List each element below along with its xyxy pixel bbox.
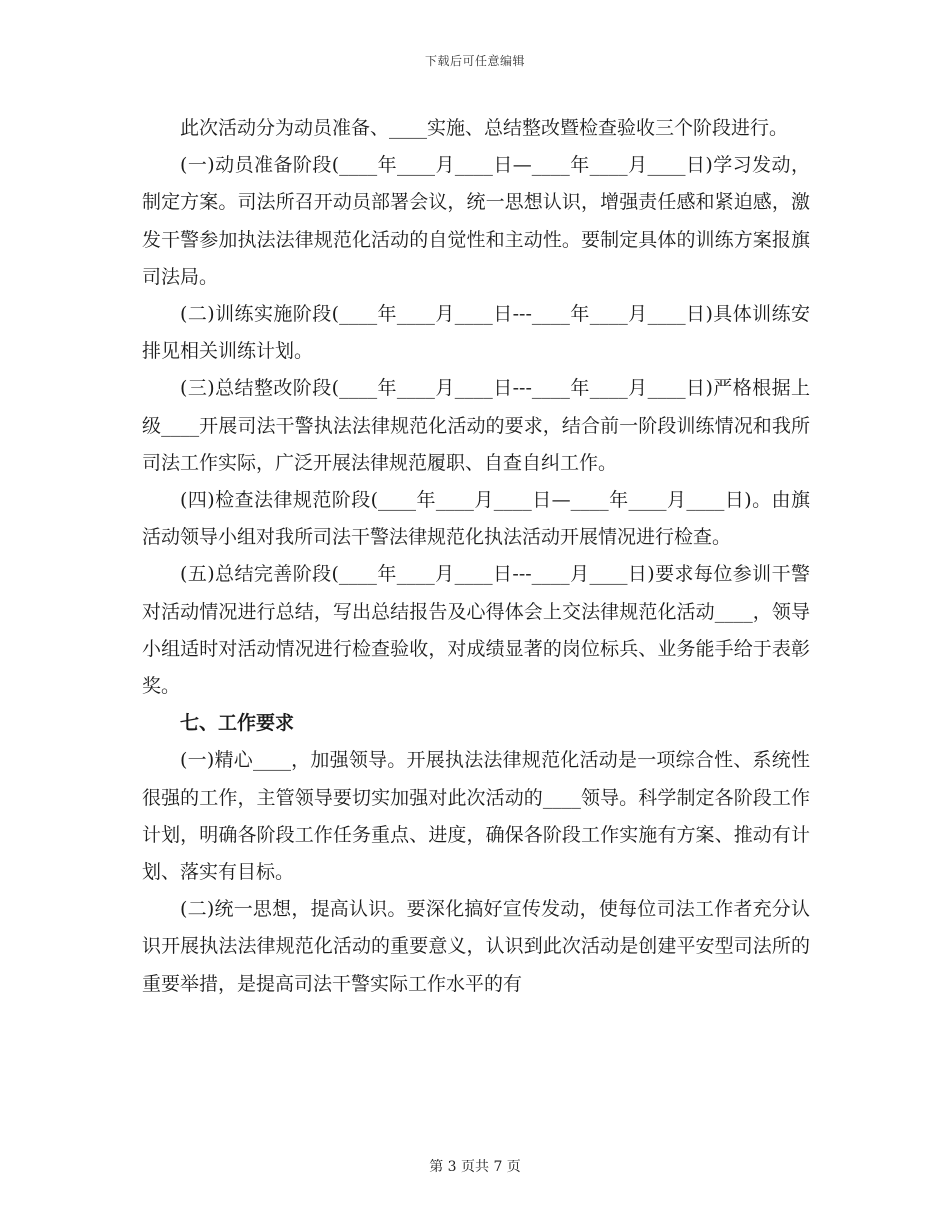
- page-header: 下载后可任意编辑: [424, 54, 525, 68]
- paragraph-phase-1: (一)动员准备阶段(____年____月____日—____年____月____日)学习发动，制定方案。司法所召开动员部署会议，统一思想认识，增强责任感和紧迫感，激发干警参加执法法律规范化活动的自觉性和主动性。要制定具体的训练方案报旗司法局。: [142, 154, 810, 288]
- document-body: [142, 110, 810, 1003]
- section-heading-work-requirements: 七、工作要求: [180, 712, 295, 735]
- paragraph-phase-5: (五)总结完善阶段(____年____月____日---____月____日)要求每位参训干警对活动情况进行总结，写出总结报告及心得体会上交法律规范化活动____，领导小组适时对活动情况进行检查验收，对成绩显著的岗位标兵、业务能手给于表彰奖。: [142, 563, 810, 698]
- paragraph-phase-4: (四)检查法律规范阶段(____年____月____日—____年____月____日)。由旗活动领导小组对我所司法干警法律规范化执法活动开展情况进行检查。: [142, 489, 810, 549]
- paragraph-phases-intro: 此次活动分为动员准备、____实施、总结整改暨检查验收三个阶段进行。: [180, 117, 789, 139]
- page-number-footer: 第 3 页共 7 页: [429, 1159, 521, 1175]
- paragraph-requirement-1: (一)精心____，加强领导。开展执法法律规范化活动是一项综合性、系统性很强的工作，主管领导要切实加强对此次活动的____领导。科学制定各阶段工作计划，明确各阶段工作任务重点、进度，确保各阶段工作实施有方案、推动有计划、落实有目标。: [142, 749, 810, 884]
- paragraph-phase-2: (二)训练实施阶段(____年____月____日---____年____月____日)具体训练安排见相关训练计划。: [142, 303, 810, 363]
- paragraph-phase-3: (三)总结整改阶段(____年____月____日---____年____月____日)严格根据上级____开展司法干警执法法律规范化活动的要求，结合前一阶段训练情况和我所司法工作实际，广泛开展法律规范履职、自查自纠工作。: [142, 377, 810, 474]
- paragraph-requirement-2: (二)统一思想，提高认识。要深化搞好宣传发动，使每位司法工作者充分认识开展执法法律规范化活动的重要意义，认识到此次活动是创建平安型司法所的重要举措，是提高司法干警实际工作水平的有: [142, 898, 810, 995]
